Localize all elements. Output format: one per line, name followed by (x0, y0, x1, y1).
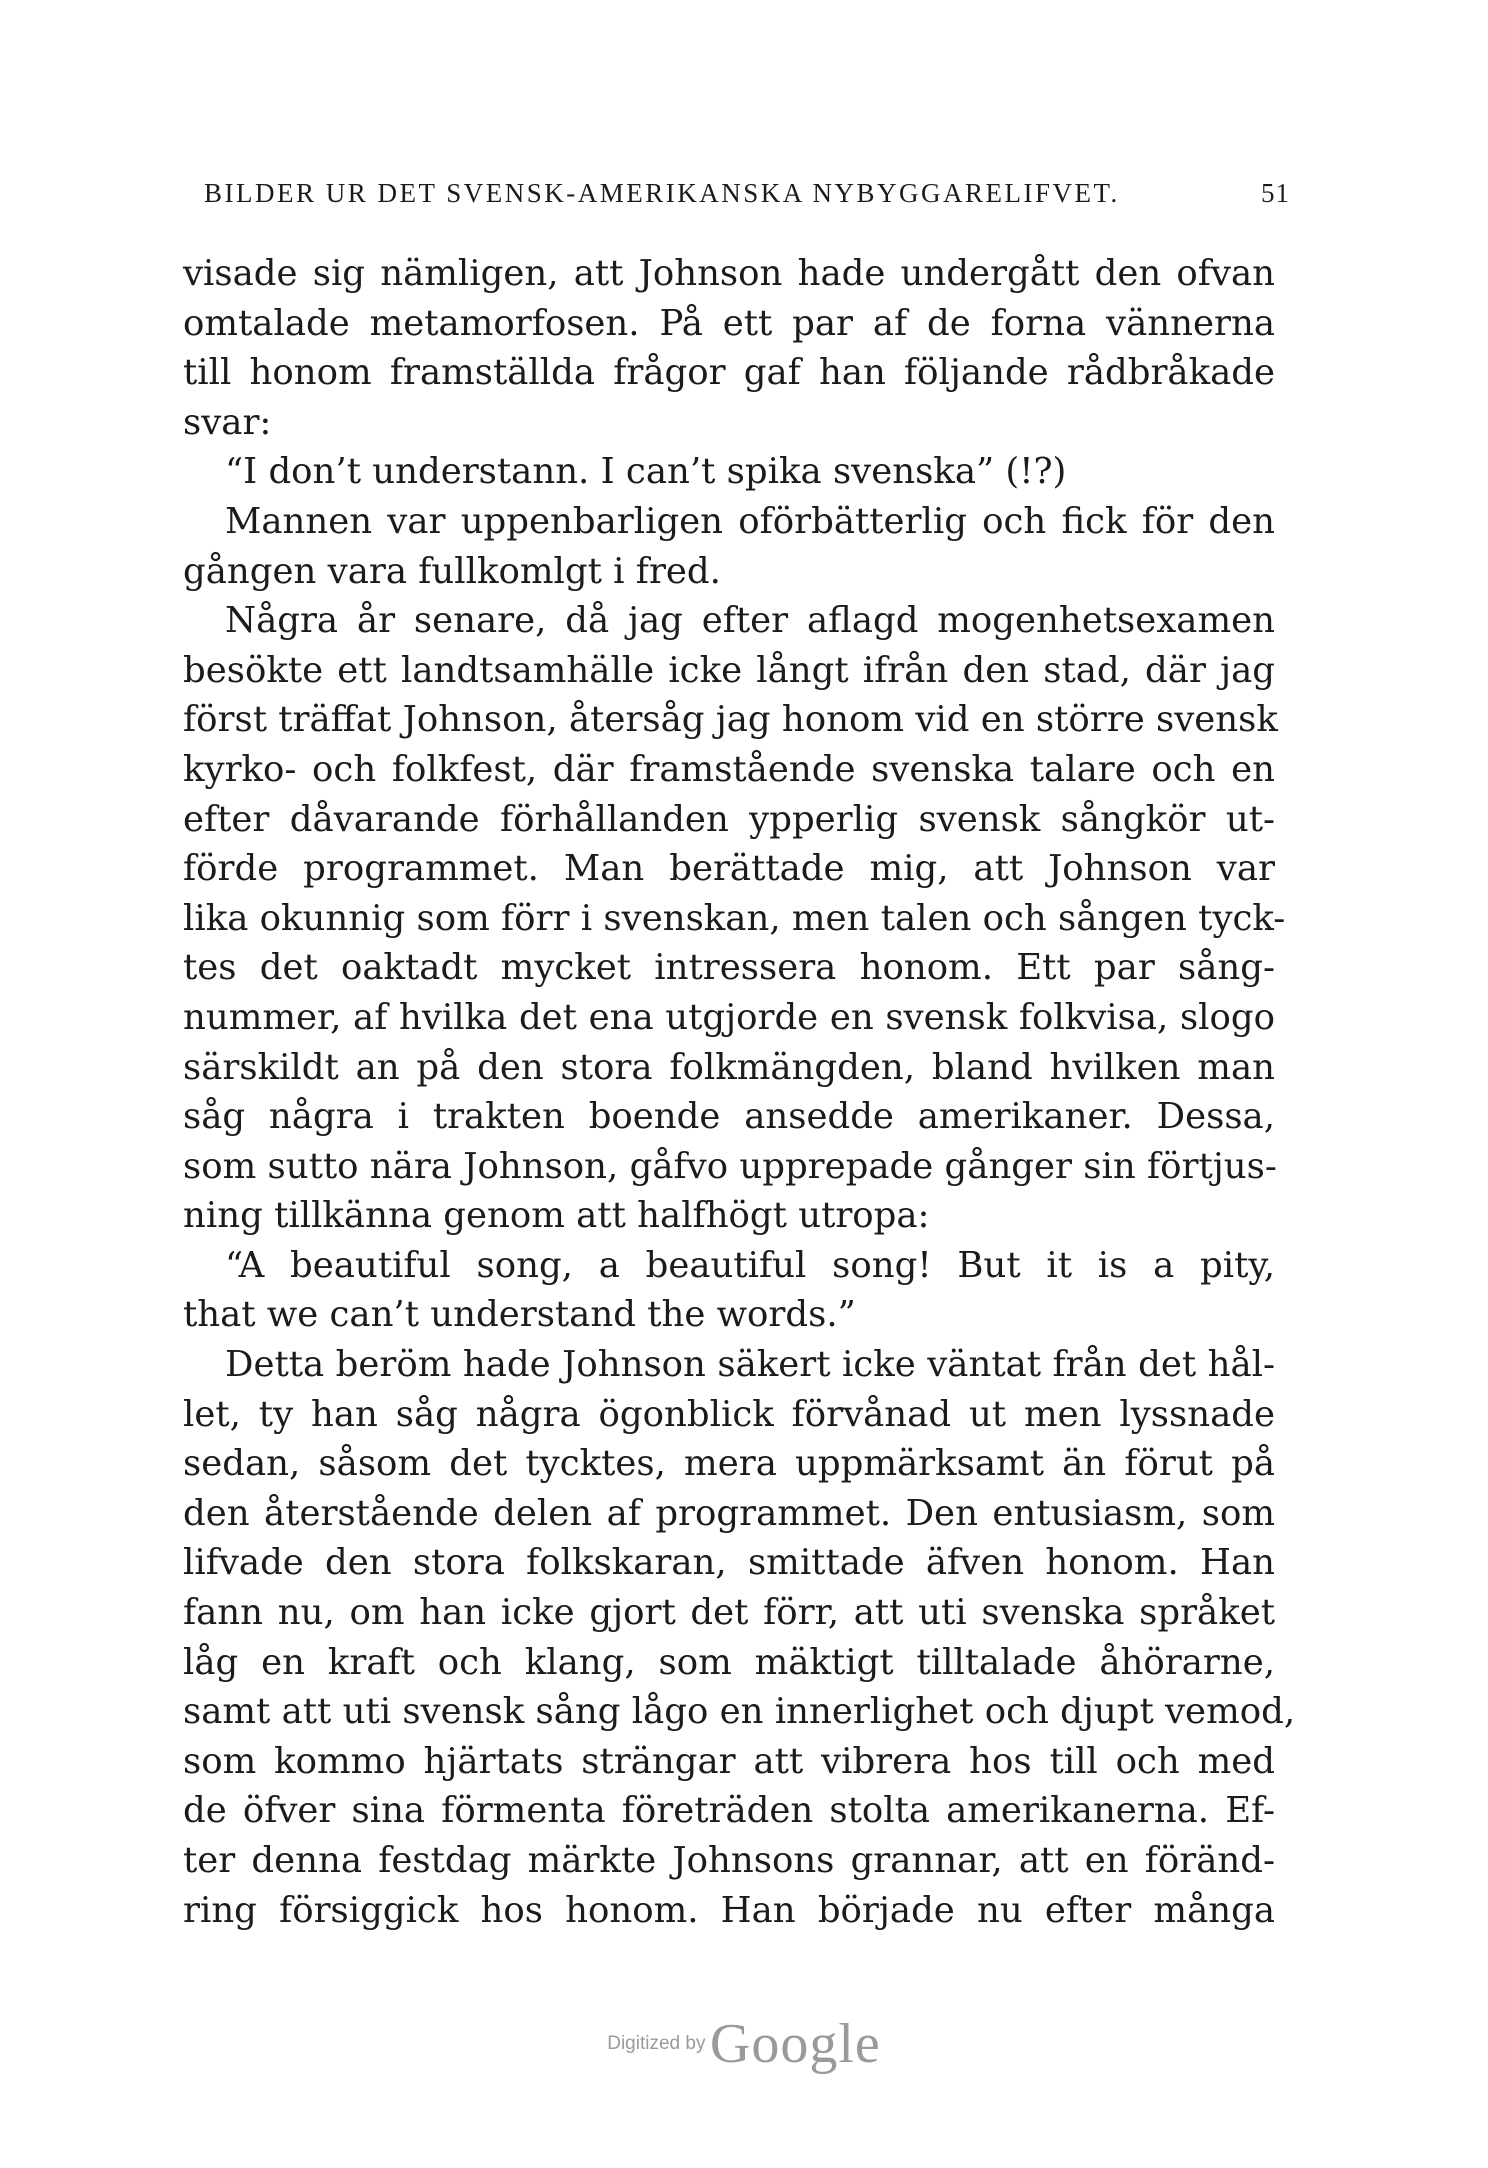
text-line: ter denna festdag märkte Johnsons grannar, att en föränd- (183, 1840, 1275, 1881)
running-title: BILDER UR DET SVENSK-AMERIKANSKA NYBYGGARELIFVET. (204, 178, 1120, 208)
text-line: fann nu, om han icke gjort det förr, att uti svenska språket (183, 1592, 1275, 1634)
text-line: svar: (183, 401, 272, 443)
text-line: som kommo hjärtats strängar att vibrera hos till och med (183, 1740, 1275, 1782)
text-line: lika okunnig som förr i svenskan, men talen och sången tyck- (183, 897, 1286, 939)
text-line: sedan, såsom det tycktes, mera uppmärksamt än förut på (183, 1443, 1275, 1485)
text-line: “I don’t understann. I can’t spika svenska” (!?) (225, 451, 1067, 493)
page-number: 51 (1261, 178, 1290, 208)
text-line: lifvade den stora folkskaran, smittade äfven honom. Han (183, 1542, 1275, 1584)
text-line: “A beautiful song, a beautiful song! But it is a pity, (225, 1244, 1275, 1286)
text-line: låg en kraft och klang, som mäktigt tilltalade åhörarne, (183, 1641, 1275, 1683)
text-line: till honom framställda frågor gaf han följande rådbråkade (183, 352, 1275, 394)
text-line: samt att uti svensk sång lågo en innerlighet och djupt vemod, (183, 1691, 1296, 1733)
text-line: Mannen var uppenbarligen oförbätterlig och fick för den (225, 500, 1275, 542)
text-line: de öfver sina förmenta företräden stolta amerikanerna. Ef- (183, 1790, 1275, 1832)
text-line: Några år senare, då jag efter aflagd mogenhetsexamen (225, 600, 1275, 642)
text-line: först träffat Johnson, återsåg jag honom vid en större svensk (183, 699, 1278, 741)
text-line: that we can’t understand the words.” (183, 1294, 856, 1336)
text-line: den återstående delen af programmet. Den entusiasm, som (183, 1492, 1275, 1534)
digitized-watermark (0, 2012, 1488, 2076)
text-line: visade sig nämligen, att Johnson hade undergått den ofvan (183, 253, 1275, 294)
text-line: som sutto nära Johnson, gåfvo upprepade gånger sin förtjus- (183, 1145, 1277, 1187)
text-line: Detta beröm hade Johnson säkert icke väntat från det hål- (225, 1344, 1275, 1386)
digitized-label: Digitized by (607, 2033, 706, 2054)
text-line: tes det oaktadt mycket intressera honom. Ett par sång- (183, 947, 1275, 989)
page-header (204, 178, 1290, 218)
text-line: såg några i trakten boende ansedde amerikaner. Dessa, (183, 1096, 1275, 1138)
text-line: särskildt an på den stora folkmängden, bland hvilken man (183, 1046, 1275, 1088)
text-line: let, ty han såg några ögonblick förvånad ut men lyssnade (183, 1393, 1275, 1435)
text-line: ning tillkänna genom att halfhögt utropa: (183, 1195, 930, 1237)
text-line: ring försiggick hos honom. Han började nu efter många (183, 1889, 1275, 1931)
text-line: gången vara fullkomlgt i fred. (183, 550, 721, 592)
google-logo: Google (709, 2013, 881, 2075)
text-line: nummer, af hvilka det ena utgjorde en svensk folkvisa, slogo (183, 996, 1275, 1038)
text-line: förde programmet. Man berättade mig, att Johnson var (183, 848, 1275, 890)
text-line: kyrko- och folkfest, där framstående svenska talare och en (183, 748, 1275, 790)
body-text (183, 249, 1296, 1935)
text-line: omtalade metamorfosen. På ett par af de forna vännerna (183, 302, 1275, 344)
text-line: besökte ett landtsamhälle icke långt ifrån den stad, där jag (183, 649, 1275, 691)
text-line: efter dåvarande förhållanden ypperlig svensk sångkör ut- (183, 798, 1275, 840)
